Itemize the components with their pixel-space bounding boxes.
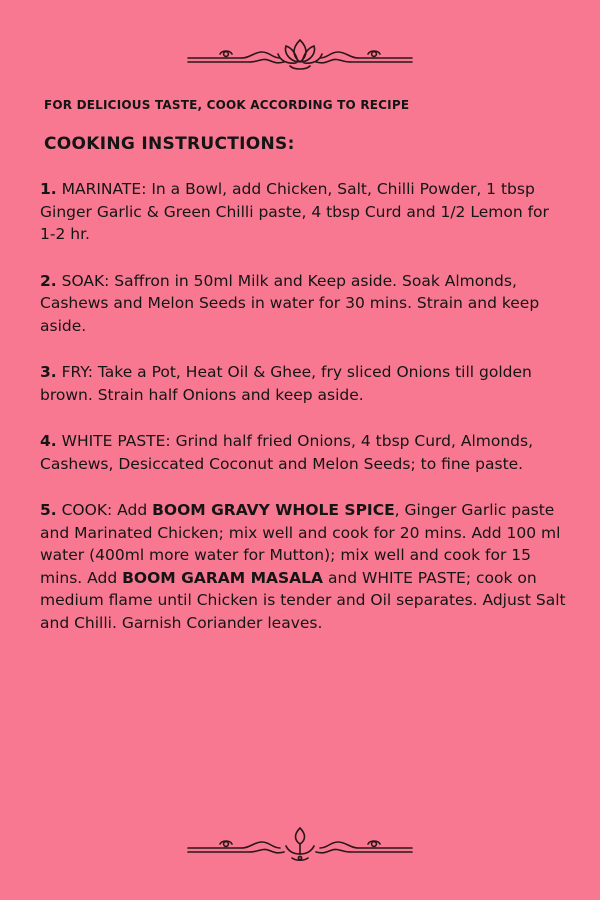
step-5 — [40, 499, 568, 634]
recipe-tagline: FOR DELICIOUS TASTE, COOK ACCORDING TO RECIPE — [44, 98, 410, 112]
step-number: 4. — [40, 432, 57, 450]
step-number: 1. — [40, 180, 57, 198]
brand-gravy-whole-spice: BOOM GRAVY WHOLE SPICE — [152, 501, 395, 519]
step-text: SOAK: Saffron in 50ml Milk and Keep aside. Soak Almonds, Cashews and Melon Seeds in water for 30 mins. Strain and keep aside. — [40, 271, 540, 335]
top-divider-ornament — [0, 34, 600, 74]
step-text: WHITE PASTE: Grind half fried Onions, 4 tbsp Curd, Almonds, Cashews, Desiccated Coconut and Melon Seeds; to fine paste. — [40, 432, 534, 473]
step-number: 5. — [40, 501, 57, 519]
step-text: MARINATE: In a Bowl, add Chicken, Salt, Chilli Powder, 1 tbsp Ginger Garlic & Green Chilli paste, 4 tbsp Curd and 1/2 Lemon for 1-2 hr. — [40, 180, 549, 243]
step-4 — [40, 430, 568, 475]
step-text: , Ginger Garlic paste and Marinated Chicken; mix well and cook for 20 mins. Add 100 ml water (400ml more water for Mutton); mix well and cook for 15 mins. Add — [40, 501, 561, 587]
step-text: and WHITE PASTE; cook on medium flame until Chicken is tender and Oil separates. Adjust Salt and Chilli. Garnish Coriander leaves. — [40, 568, 566, 632]
lotus-divider-ornament-icon — [180, 824, 420, 864]
step-1 — [40, 178, 568, 246]
instruction-steps — [40, 178, 568, 658]
step-number: 3. — [40, 363, 57, 381]
cooking-instructions-heading: COOKING INSTRUCTIONS: — [44, 134, 295, 154]
step-number: 2. — [40, 271, 57, 290]
step-3 — [40, 361, 568, 406]
bottom-divider-ornament — [0, 824, 600, 864]
step-text: COOK: Add — [56, 501, 153, 519]
step-2 — [40, 270, 568, 338]
lotus-divider-ornament-icon — [180, 34, 420, 74]
brand-garam-masala: BOOM GARAM MASALA — [122, 568, 324, 587]
step-text: FRY: Take a Pot, Heat Oil & Ghee, fry sliced Onions till golden brown. Strain half Onions and keep aside. — [40, 363, 532, 404]
